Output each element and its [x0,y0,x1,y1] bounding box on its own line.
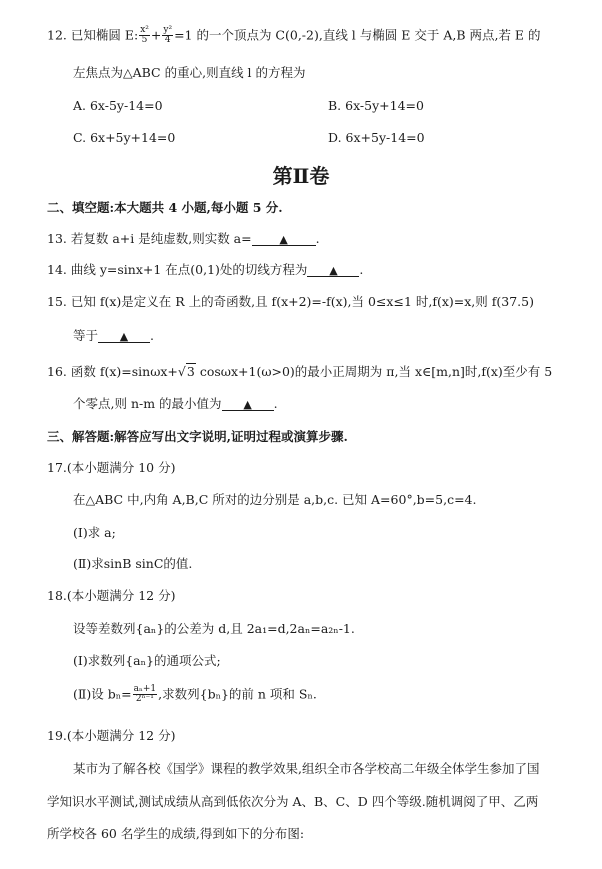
answer-blank: ▲ [307,265,359,277]
option-c: C. 6x+5y+14=0 [73,130,176,145]
part-title: 第Ⅱ卷 [272,164,330,188]
question-18-body: 设等差数列{aₙ}的公差为 d,且 2a₁=d,2aₙ=a₂ₙ-1. [73,621,355,636]
question-18-head: 18.(本小题满分 12 分) [47,588,176,603]
question-12-line2: 左焦点为△ABC 的重心,则直线 l 的方程为 [73,65,306,80]
option-d: D. 6x+5y-14=0 [328,130,425,145]
sqrt-symbol: √ [177,364,186,379]
question-15-line2: 等于 ▲ . [73,328,154,343]
question-17-part1: (Ⅰ)求 a; [73,525,116,540]
section-header: 二、填空题:本大题共 4 小题,每小题 5 分. [47,200,283,215]
fraction: $\frac{\text{aₙ+1}}{\text{2ⁿ⁻¹}}$ [133,684,157,705]
question-text: =1 的一个顶点为 C(0,-2),直线 l 与椭圆 E 交于 A,B 两点,若 E 的 [174,27,541,43]
question-12-line1: 12. 已知椭圆 E: $\frac{\text{x²}}{5}$ + $\frac{\text{y²}}{4}$ =1 的一个顶点为 C(0,-2),直线 l 与椭圆 E 交于 A,B 两点,若 E 的 [47,25,541,46]
question-18-part2: (Ⅱ)设 bₙ= $\frac{\text{aₙ+1}}{\text{2ⁿ⁻¹}}$ ,求数列{bₙ}的前 n 项和 Sₙ. [73,684,317,705]
question-text: 已知椭圆 E: [70,27,139,43]
question-18-part1: (Ⅰ)求数列{aₙ}的通项公式; [73,653,221,668]
question-13: 13. 若复数 a+i 是纯虚数,则实数 a= ▲ . [47,231,320,246]
fraction: $\frac{\text{y²}}{4}$ [163,25,173,46]
question-19-line2: 学知识水平测试,测试成绩从高到低依次分为 A、B、C、D 四个等级.随机调阅了甲、乙两 [47,794,539,809]
question-17-part2: (Ⅱ)求sinB sinC的值. [73,556,193,571]
question-14: 14. 曲线 y=sinx+1 在点(0,1)处的切线方程为 ▲ . [47,262,364,277]
question-19-line1: 某市为了解各校《国学》课程的教学效果,组织全市各学校高二年级全体学生参加了国 [73,761,540,776]
question-15-line1: 15. 已知 f(x)是定义在 R 上的奇函数,且 f(x+2)=-f(x),当 0≤x≤1 时,f(x)=x,则 f(37.5) [47,294,534,309]
answer-blank: ▲ [222,399,274,411]
question-19-head: 19.(本小题满分 12 分) [47,728,176,743]
question-17-head: 17.(本小题满分 10 分) [47,460,176,475]
fraction: $\frac{\text{x²}}{5}$ [140,25,149,46]
option-b: B. 6x-5y+14=0 [328,98,424,113]
question-17-body: 在△ABC 中,内角 A,B,C 所对的边分别是 a,b,c. 已知 A=60°,b=5,c=4. [73,492,477,507]
question-19-line3: 所学校各 60 名学生的成绩,得到如下的分布图: [47,826,305,841]
question-16-line2: 个零点,则 n-m 的最小值为 ▲ . [73,396,278,411]
option-a: A. 6x-5y-14=0 [73,98,163,113]
answer-blank: ▲ [98,331,150,343]
question-number: 12. [47,27,67,43]
question-16-line1: 16. 函数 f(x)=sinωx+√3 cosωx+1(ω>0)的最小正周期为 π,当 x∈[m,n]时,f(x)至少有 5 [47,364,553,379]
section-header: 三、解答题:解答应写出文字说明,证明过程或演算步骤. [47,429,348,444]
answer-blank: ▲ [252,234,316,246]
